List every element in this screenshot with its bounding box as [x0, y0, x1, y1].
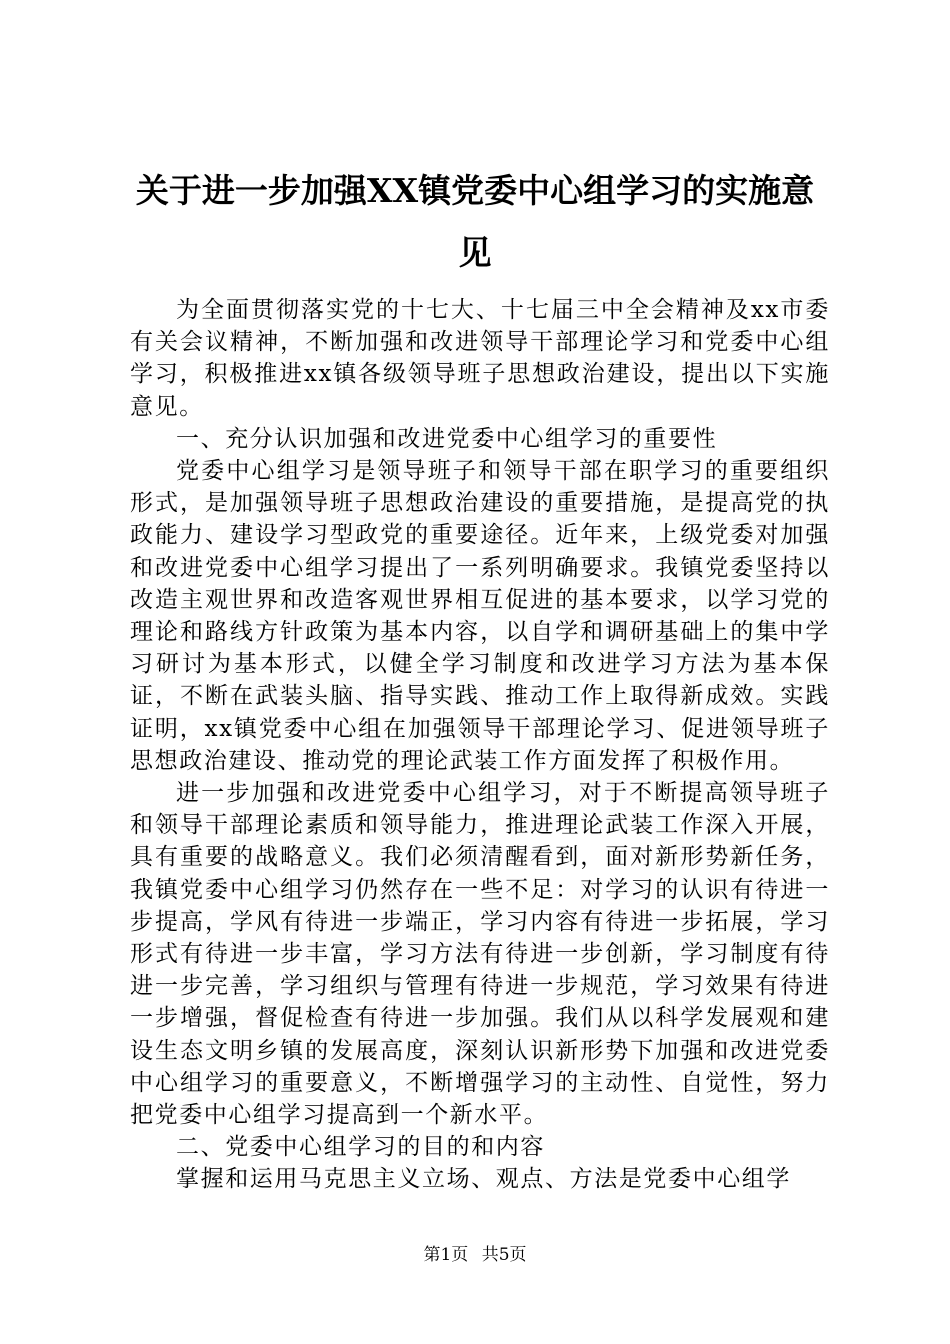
document-body [130, 294, 830, 1196]
page-total: 共5页 [481, 1245, 527, 1265]
paragraph-significance: 进一步加强和改进党委中心组学习，对于不断提高领导班子和领导干部理论素质和领导能力，推进理论武装工作深入开展，具有重要的战略意义。我们必须清醒看到，面对新形势新任务，我镇党委中心组学习仍然存在一些不足：对学习的认识有待进一步提高，学风有待进一步端正，学习内容有待进一步拓展，学习形式有待进一步丰富，学习方法有待进一步创新，学习制度有待进一步完善，学习组织与管理有待进一步规范，学习效果有待进一步增强，督促检查有待进一步加强。我们从以科学发展观和建设生态文明乡镇的发展高度，深刻认识新形势下加强和改进党委中心组学习的重要意义，不断增强学习的主动性、自觉性，努力把党委中心组学习提高到一个新水平。 [130, 780, 830, 1129]
section-heading-2: 二、党委中心组学习的目的和内容 [176, 1134, 545, 1161]
page-footer [0, 1245, 950, 1265]
page-number: 第1页 [423, 1245, 469, 1265]
paragraph-purpose: 掌握和运用马克思主义立场、观点、方法是党委中心组学 [176, 1166, 791, 1193]
paragraph-intro: 为全面贯彻落实党的十七大、十七届三中全会精神及xx市委有关会议精神，不断加强和改进领导干部理论学习和党委中心组学习，积极推进xx镇各级领导班子思想政治建设，提出以下实施意见。 [130, 297, 830, 420]
section-heading-1: 一、充分认识加强和改进党委中心组学习的重要性 [176, 425, 718, 452]
paragraph-importance: 党委中心组学习是领导班子和领导干部在职学习的重要组织形式，是加强领导班子思想政治建设的重要措施，是提高党的执政能力、建设学习型政党的重要途径。近年来，上级党委对加强和改进党委中心组学习提出了一系列明确要求。我镇党委坚持以改造主观世界和改造客观世界相互促进的基本要求，以学习党的理论和路线方针政策为基本内容，以自学和调研基础上的集中学习研讨为基本形式，以健全学习制度和改进学习方法为基本保证，不断在武装头脑、指导实践、推动工作上取得新成效。实践证明，xx镇党委中心组在加强领导干部理论学习、促进领导班子思想政治建设、推动党的理论武装工作方面发挥了积极作用。 [130, 458, 830, 774]
document-title: 关于进一步加强XX镇党委中心组学习的实施意见 [135, 171, 815, 272]
